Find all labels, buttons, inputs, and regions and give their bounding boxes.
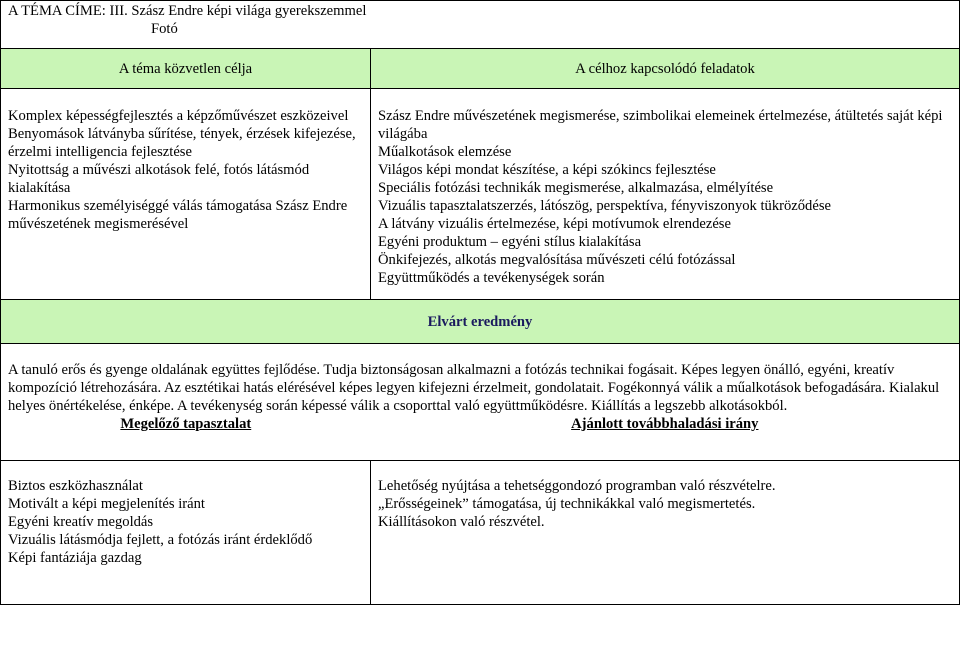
direction-item: „Erősségeinek” támogatása, új technikákkal való megismertetés. <box>378 496 756 512</box>
direction-heading <box>371 415 959 460</box>
prior-item: Vizuális látásmódja fejlett, a fotózás iránt érdeklődő <box>8 532 313 548</box>
expected-heading: Elvárt eredmény <box>1 300 960 344</box>
task-item: A látvány vizuális értelmezése, képi motívumok elrendezése <box>378 216 731 232</box>
task-item: Vizuális tapasztalatszerzés, látószög, perspektíva, fényviszonyok tükröződése <box>378 198 831 214</box>
topic-subtitle: Fotó <box>151 21 178 37</box>
direction-list <box>371 461 960 605</box>
prior-item: Képi fantáziája gazdag <box>8 550 142 566</box>
tasks-heading: A célhoz kapcsolódó feladatok <box>371 49 960 89</box>
task-item: Együttműködés a tevékenységek során <box>378 270 605 286</box>
task-item: Önkifejezés, alkotás megvalósítása művészeti célú fotózással <box>378 252 736 268</box>
goal-item: Nyitottság a művészi alkotások felé, fotós látásmód kialakítása <box>8 162 310 196</box>
task-item: Speciális fotózási technikák megismerése, alkalmazása, elmélyítése <box>378 180 774 196</box>
goal-item: Komplex képességfejlesztés a képzőművészet eszközeivel <box>8 108 349 124</box>
task-item: Egyéni produktum – egyéni stílus kialakítása <box>378 234 642 250</box>
task-item: Világos képi mondat készítése, a képi szókincs fejlesztése <box>378 162 716 178</box>
prior-item: Egyéni kreatív megoldás <box>8 514 154 530</box>
subheading-row <box>1 415 959 460</box>
direction-heading-text: Ajánlott továbbhaladási irány <box>571 416 759 432</box>
expected-paragraph: A tanuló erős és gyenge oldalának együttes fejlődése. Tudja biztonságosan alkalmazni a fotózás technikai fogásait. Képes legyen önálló, egyéni, kreatív kompozíció létrehozására. Az esztétikai hatás elérésével képes legyen kifejezni érzelmeit, gondolatait. Fogékonnyá válik a műalkotások befogadására. Kialakul helyes önértékelése, énképe. A tevékenység során képessé válik a csoporttal való együttműködésre. Kiállítás a legszebb alkotásokból. <box>8 362 940 414</box>
goals-list <box>1 89 371 300</box>
direction-item: Lehetőség nyújtása a tehetséggondozó programban való részvételre. <box>378 478 776 494</box>
topic-title: A TÉMA CÍME: III. Szász Endre képi világa gyerekszemmel <box>8 3 367 19</box>
task-item: Szász Endre művészetének megismerése, szimbolikai elemeinek értelmezése, átültetés saját képi világába <box>378 108 943 142</box>
prior-item: Biztos eszközhasználat <box>8 478 143 494</box>
task-item: Műalkotások elemzése <box>378 144 512 160</box>
topic-header <box>1 1 960 49</box>
goal-item: Benyomások látványba sűrítése, tények, érzések kifejezése, érzelmi intelligencia fejlesztése <box>8 126 356 160</box>
prior-list <box>1 461 371 605</box>
direction-item: Kiállításokon való részvétel. <box>378 514 545 530</box>
expected-text <box>1 344 960 461</box>
prior-heading-text: Megelőző tapasztalat <box>120 416 252 432</box>
prior-item: Motivált a képi megjelenítés iránt <box>8 496 205 512</box>
goals-heading: A téma közvetlen célja <box>1 49 371 89</box>
tasks-list <box>371 89 960 300</box>
goal-item: Harmonikus személyiséggé válás támogatása Szász Endre művészetének megismerésével <box>8 198 348 232</box>
prior-heading <box>1 415 371 460</box>
